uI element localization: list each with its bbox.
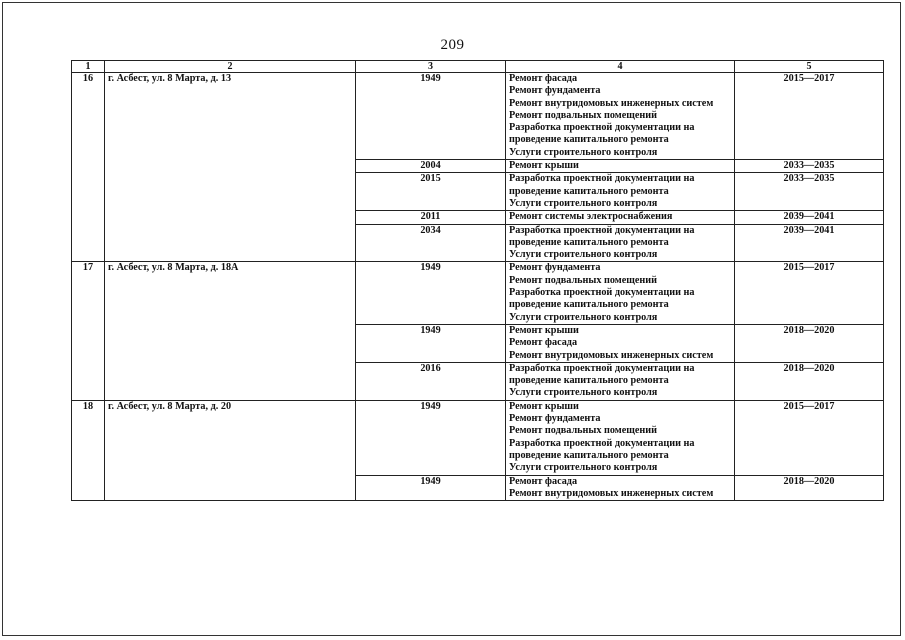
table-header-row [72, 61, 884, 73]
work-item: Ремонт внутридомовых инженерных систем [509, 349, 714, 361]
year-cell: 2011 [356, 211, 506, 224]
work-item: Ремонт фасада [509, 475, 578, 487]
work-item: проведение капитального ремонта [509, 299, 669, 311]
work-item: проведение капитального ремонта [509, 236, 669, 248]
work-item: проведение капитального ремонта [509, 375, 669, 387]
works-cell [506, 362, 735, 400]
works-cell [506, 73, 735, 160]
period-cell: 2033—2035 [735, 173, 884, 211]
work-item: Ремонт подвальных помещений [509, 425, 657, 437]
works-cell [506, 173, 735, 211]
works-cell [506, 475, 735, 501]
work-item: Разработка проектной документации на [509, 362, 695, 374]
work-item: Ремонт системы электроснабжения [509, 211, 673, 223]
work-item: проведение капитального ремонта [509, 185, 669, 197]
work-item: Услуги строительного контроля [509, 249, 658, 261]
work-item: Разработка проектной документации на [509, 224, 695, 236]
work-item: Разработка проектной документации на [509, 437, 695, 449]
works-cell [506, 400, 735, 475]
header-col-3: 3 [356, 61, 506, 73]
header-col-2: 2 [105, 61, 356, 73]
work-item: Услуги строительного контроля [509, 311, 658, 323]
year-cell: 2016 [356, 362, 506, 400]
row-number-cell: 18 [72, 400, 105, 500]
work-item: Разработка проектной документации на [509, 122, 695, 134]
work-item: Ремонт фундамента [509, 262, 601, 274]
header-col-1: 1 [72, 61, 105, 73]
table-row [72, 73, 884, 160]
work-item: Ремонт фундамента [509, 85, 601, 97]
period-cell: 2015—2017 [735, 400, 884, 475]
year-cell: 1949 [356, 73, 506, 160]
period-cell: 2015—2017 [735, 73, 884, 160]
address-cell: г. Асбест, ул. 8 Марта, д. 13 [105, 73, 356, 262]
work-item: проведение капитального ремонта [509, 134, 669, 146]
address-cell: г. Асбест, ул. 8 Марта, д. 20 [105, 400, 356, 500]
work-item: Ремонт фундамента [509, 413, 601, 425]
year-cell: 1949 [356, 324, 506, 362]
work-item: Разработка проектной документации на [509, 173, 695, 185]
period-cell: 2018—2020 [735, 475, 884, 501]
year-cell: 1949 [356, 262, 506, 324]
work-item: Ремонт фасада [509, 73, 578, 84]
table-row [72, 400, 884, 475]
works-cell [506, 160, 735, 173]
header-col-5: 5 [735, 61, 884, 73]
works-cell [506, 262, 735, 324]
work-item: Ремонт крыши [509, 160, 579, 172]
work-item: Услуги строительного контроля [509, 387, 658, 399]
work-item: Ремонт внутридомовых инженерных систем [509, 97, 714, 109]
period-cell: 2015—2017 [735, 262, 884, 324]
period-cell: 2039—2041 [735, 224, 884, 262]
address-cell: г. Асбест, ул. 8 Марта, д. 18А [105, 262, 356, 400]
year-cell: 1949 [356, 475, 506, 501]
period-cell: 2018—2020 [735, 324, 884, 362]
work-item: Ремонт подвальных помещений [509, 109, 657, 121]
work-item: Ремонт внутридомовых инженерных систем [509, 487, 714, 499]
table-row [72, 262, 884, 324]
work-item: Услуги строительного контроля [509, 462, 658, 474]
work-item: проведение капитального ремонта [509, 449, 669, 461]
year-cell: 1949 [356, 400, 506, 475]
work-item: Услуги строительного контроля [509, 197, 658, 209]
work-item: Ремонт крыши [509, 324, 579, 336]
work-item: Ремонт фасада [509, 337, 578, 349]
period-cell: 2018—2020 [735, 362, 884, 400]
work-item: Разработка проектной документации на [509, 287, 695, 299]
row-number-cell: 17 [72, 262, 105, 400]
period-cell: 2033—2035 [735, 160, 884, 173]
work-item: Ремонт подвальных помещений [509, 274, 657, 286]
year-cell: 2004 [356, 160, 506, 173]
table-body [72, 73, 884, 501]
works-cell [506, 224, 735, 262]
period-cell: 2039—2041 [735, 211, 884, 224]
work-item: Услуги строительного контроля [509, 146, 658, 158]
year-cell: 2015 [356, 173, 506, 211]
header-col-4: 4 [506, 61, 735, 73]
year-cell: 2034 [356, 224, 506, 262]
works-cell [506, 324, 735, 362]
repair-schedule-table [71, 60, 884, 501]
work-item: Ремонт крыши [509, 400, 579, 412]
works-cell [506, 211, 735, 224]
page-number: 209 [440, 37, 465, 53]
row-number-cell: 16 [72, 73, 105, 262]
